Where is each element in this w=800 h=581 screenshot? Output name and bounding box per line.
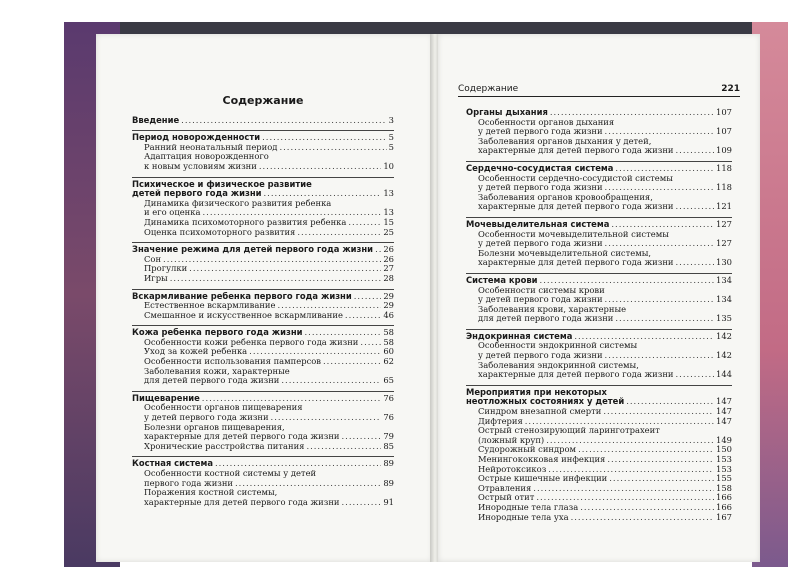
toc-leader-dots [345,311,381,321]
toc-page-number: 166 [716,502,732,512]
toc-leader-dots [262,133,387,143]
toc-leader-dots [323,357,381,367]
toc-entry-title: Эндокринная система [466,331,573,341]
toc-heading: Содержание [222,94,304,107]
toc-sub-entry [466,258,732,268]
toc-entry-title: для детей первого года жизни [478,314,614,324]
toc-leader-dots [536,493,714,503]
toc-page-number: 134 [716,295,732,305]
toc-entry-title: Острые кишечные инфекции [478,474,608,484]
toc-entry-title: Менингококковая инфекция [478,455,606,464]
toc-entry-title: Хронические расстройства питания [144,441,305,451]
toc-page-number: 107 [716,108,732,117]
toc-page-number: 65 [383,376,394,386]
toc-page-number: 167 [716,512,732,522]
toc-page-number: 142 [716,351,732,361]
toc-entry-title: Игры [144,273,168,283]
toc-leader-dots [271,413,382,423]
toc-entry-title: Инородные тела уха [478,512,569,522]
toc-entry-title: Особенности использования памперсов [144,357,322,367]
toc-page-number: 155 [716,474,732,484]
running-head-title: Содержание [458,84,519,94]
toc-entry-title: характерные для детей первого года жизни [144,497,340,507]
toc-entry-continued: Заболевания кожи, характерные [144,365,290,376]
toc-entry-title: Инородные тела глаза [478,502,579,512]
toc-page-number: 76 [383,413,394,423]
toc-sub-entry [466,503,732,513]
toc-sub-entry [132,218,394,228]
toc-leader-dots [676,370,715,380]
toc-sub-entry [132,264,394,274]
toc-sub-entry [132,274,394,284]
toc-page-number: 25 [383,227,394,237]
toc-sub-entry [132,432,394,442]
toc-sub-entry [132,311,394,321]
toc-entry-continued: Заболевания эндокринной системы, [478,359,639,370]
toc-page-number: 142 [716,331,732,341]
toc-leader-dots [375,245,381,255]
toc-chapter-entry [132,292,394,302]
toc-leader-dots [676,202,715,212]
toc-sub-entry [132,338,394,348]
toc-sub-entry [132,162,394,172]
toc-entry-continued: Болезни органов пищеварения, [144,421,285,432]
toc-chapter-entry [132,116,394,126]
toc-entry-title: Особенности кожи ребенка первого года жизни [144,337,359,347]
right-toc [466,106,732,527]
toc-leader-dots [348,218,381,228]
toc-section [132,130,394,171]
toc-entry-title: Судорожный синдром [478,445,577,455]
toc-leader-dots [249,347,381,357]
toc-entry-continued: Особенности мочевыделительной системы [478,228,669,239]
toc-leader-dots [163,255,381,265]
toc-page-number: 13 [383,208,394,218]
toc-leader-dots [626,397,714,407]
toc-leader-dots [607,455,714,465]
toc-page-number: 29 [383,301,394,311]
toc-entry-continued: Заболевания органов дыхания у детей, [478,135,652,146]
toc-entry-continued: Болезни мочевыделительной системы, [478,247,652,258]
toc-leader-dots [578,445,714,455]
toc-page-number: 118 [716,163,732,173]
toc-page-number: 147 [716,407,732,417]
toc-entry-title: для детей первого года жизни [144,376,280,386]
toc-page-number: 46 [383,310,394,320]
toc-entry-continued: Особенности костной системы у детей [144,468,317,478]
toc-entry-title: Система крови [466,275,538,285]
toc-entry-title: Ранний неонатальный период [144,142,278,152]
toc-page-number: 134 [716,275,732,285]
toc-page-number: 79 [383,432,394,442]
page-number: 221 [721,84,740,94]
toc-sub-entry [466,455,732,465]
toc-leader-dots [360,338,381,348]
toc-entry-title: у детей первого года жизни [478,351,603,361]
toc-leader-dots [297,228,381,238]
toc-entry-continued: Особенности органов дыхания [478,116,615,127]
toc-sub-entry [132,301,394,311]
toc-page-number: 135 [716,314,732,324]
toc-page-number: 28 [383,273,394,283]
toc-chapter-entry [132,133,394,143]
toc-page-number: 150 [716,445,732,455]
toc-sub-entry [466,445,732,455]
toc-entry-title: Оценка психомоторного развития [144,227,296,237]
toc-section [466,273,732,324]
toc-entry-title: и его оценка [144,208,201,218]
toc-page-number: 127 [716,239,732,249]
toc-page-number: 153 [716,455,732,464]
toc-page-number: 127 [716,219,732,229]
toc-entry-title: к новым условиям жизни [144,161,257,171]
toc-entry-continued: Острый стенозирующий ларинготрахеит [478,425,660,436]
toc-entry-continued: Мероприятия при некоторых [466,386,607,397]
toc-page-number: 118 [716,183,732,193]
toc-page-number: 158 [716,483,732,493]
toc-entry-continued: Заболевания органов кровообращения, [478,191,653,202]
toc-leader-dots [170,274,382,284]
toc-entry-title: характерные для детей первого года жизни [144,432,340,442]
toc-section [132,114,394,126]
toc-entry-title: у детей первого года жизни [478,239,603,249]
toc-leader-dots [548,465,714,475]
toc-sub-entry [132,255,394,265]
toc-entry-continued: Психическое и физическое развитие [132,178,312,189]
toc-leader-dots [354,292,382,302]
running-head [458,84,740,97]
toc-page-number: 109 [716,146,732,156]
toc-sub-entry [132,498,394,508]
toc-leader-dots [603,407,714,417]
toc-leader-dots [342,432,382,442]
toc-sub-entry [132,347,394,357]
toc-page-number: 91 [383,497,394,507]
toc-leader-dots [305,328,382,338]
book-top-edge [64,22,788,34]
toc-entry-title: Динамика психомоторного развития ребенка [144,217,347,227]
toc-sub-entry [466,314,732,324]
toc-section [466,329,732,380]
toc-leader-dots [279,143,386,153]
toc-chapter-entry [466,397,732,407]
toc-page-number: 147 [716,397,732,407]
toc-page-number: 166 [716,493,732,503]
toc-section [466,106,732,156]
toc-entry-title: Период новорожденности [132,133,261,143]
toc-entry-continued: Адаптация новорожденного [144,151,269,162]
toc-sub-entry [132,208,394,218]
toc-entry-title: Мочевыделительная система [466,219,610,229]
toc-leader-dots [306,442,381,452]
left-toc [132,96,394,512]
toc-entry-title: характерные для детей первого года жизни [478,146,674,156]
toc-entry-title: Синдром внезапной смерти [478,407,602,417]
toc-chapter-entry [132,328,394,338]
toc-section [466,161,732,212]
toc-sub-entry [466,474,732,484]
toc-section [132,391,394,452]
toc-leader-dots [189,264,381,274]
toc-chapter-entry [132,245,394,255]
toc-page-number: 5 [388,133,394,143]
toc-page-number: 3 [388,115,394,125]
toc-section [466,217,732,268]
toc-entry-title: неотложных состояниях у детей [466,397,625,407]
toc-leader-dots [533,484,714,494]
toc-page-number: 26 [383,254,394,264]
toc-section [132,289,394,321]
toc-entry-continued: Особенности эндокринной системы [478,340,638,351]
toc-sub-entry [466,513,732,523]
toc-page-number: 29 [383,291,394,301]
toc-section [132,325,394,386]
toc-page-number: 5 [388,142,394,152]
toc-entry-title: Сердечно-сосудистая система [466,163,614,173]
toc-leader-dots [615,314,714,324]
toc-section [132,177,394,238]
toc-entry-title: Отравления [478,483,532,493]
toc-entry-title: Введение [132,115,180,125]
toc-sub-entry [466,493,732,503]
toc-leader-dots [342,498,382,508]
toc-entry-title: (ложный круп) [478,435,545,445]
toc-entry-title: у детей первого года жизни [478,183,603,193]
toc-page-number: 13 [383,189,394,199]
toc-leader-dots [676,146,715,156]
toc-entry-continued: Особенности сердечно-сосудистой системы [478,172,673,183]
toc-page-number: 58 [383,328,394,338]
toc-entry-title: у детей первого года жизни [478,295,603,305]
toc-leader-dots [571,513,714,523]
toc-leader-dots [181,116,387,126]
toc-entry-title: Вскармливание ребенка первого года жизни [132,291,352,301]
toc-sub-entry [132,442,394,452]
toc-leader-dots [203,208,382,218]
toc-page-number: 144 [716,370,732,380]
toc-entry-title: Значение режима для детей первого года жизни [132,245,374,255]
toc-entry-continued: Особенности системы крови [478,284,605,295]
toc-sub-entry [466,436,732,446]
toc-entry-title: характерные для детей первого года жизни [478,370,674,380]
toc-page-number: 26 [383,245,394,255]
toc-page-number: 58 [383,337,394,347]
toc-entry-continued: Особенности органов пищеварения [144,402,303,413]
toc-entry-continued: Динамика физического развития ребенка [144,197,332,208]
toc-leader-dots [676,258,715,268]
toc-page-number: 89 [383,459,394,469]
left-page [96,34,432,562]
toc-page-number: 153 [716,464,732,474]
toc-page-number: 62 [383,357,394,367]
toc-entry-title: характерные для детей первого года жизни [478,258,674,268]
toc-entry-title: Костная система [132,459,213,469]
toc-entry-title: Сон [144,254,162,264]
toc-entry-title: детей первого года жизни [132,189,262,199]
toc-entry-title: первого года жизни [144,478,234,488]
toc-page-number: 130 [716,258,732,268]
toc-leader-dots [609,474,714,484]
toc-sub-entry [466,407,732,417]
toc-entry-title: Естественное вскармливание [144,301,276,311]
toc-entry-title: Уход за кожей ребенка [144,347,248,357]
toc-sub-entry [466,146,732,156]
toc-page-number: 121 [716,202,732,212]
toc-entry-continued: Заболевания крови, характерные [478,303,627,314]
toc-section [132,242,394,283]
toc-page-number: 76 [383,393,394,403]
toc-entry-title: Смешанное и искусственное вскармливание [144,310,343,320]
toc-page-number: 10 [383,161,394,171]
toc-section [466,385,732,522]
toc-leader-dots [259,162,381,172]
toc-page-number: 149 [716,435,732,445]
toc-entry-title: у детей первого года жизни [144,413,269,423]
right-page [438,34,760,562]
toc-leader-dots [281,376,381,386]
toc-entry-title: Дифтерия [478,416,523,426]
toc-sub-entry [466,465,732,475]
toc-sub-entry [132,228,394,238]
toc-page-number: 89 [383,478,394,488]
toc-section [132,456,394,507]
toc-page-number: 27 [383,264,394,274]
toc-entry-title: Прогулки [144,264,188,274]
toc-page-number: 60 [383,347,394,357]
toc-entry-title: Пищеварение [132,393,200,403]
toc-sub-entry [132,376,394,386]
toc-entry-title: у детей первого года жизни [478,127,603,137]
toc-leader-dots [277,301,381,311]
toc-page-number: 15 [383,217,394,227]
toc-entry-title: Острый отит [478,493,535,503]
toc-page-number: 147 [716,416,732,426]
toc-leader-dots [546,436,714,446]
toc-page-number: 107 [716,127,732,137]
toc-leader-dots [580,503,714,513]
toc-entry-title: Нейротоксикоз [478,464,547,474]
toc-page-number: 85 [383,441,394,451]
toc-entry-title: характерные для детей первого года жизни [478,202,674,212]
toc-entry-title: Органы дыхания [466,108,548,117]
toc-sub-entry [466,202,732,212]
toc-entry-continued: Поражения костной системы, [144,487,278,498]
toc-entry-title: Кожа ребенка первого года жизни [132,328,303,338]
toc-sub-entry [466,484,732,494]
toc-sub-entry [466,370,732,380]
